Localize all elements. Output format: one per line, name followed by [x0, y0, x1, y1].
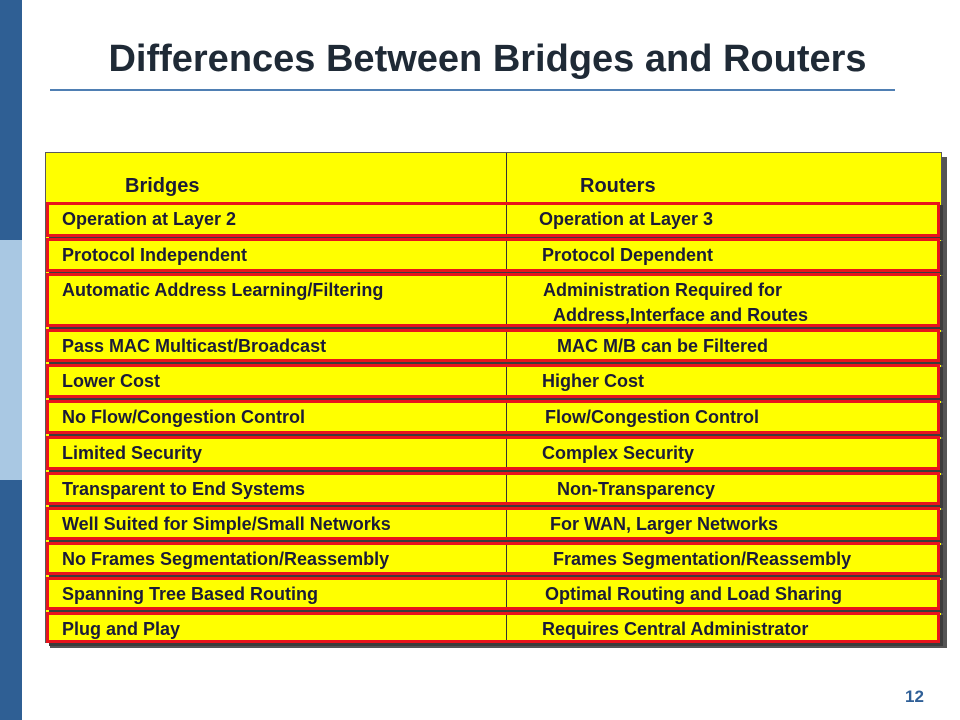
bridges-cell: No Frames Segmentation/Reassembly — [62, 549, 390, 569]
title-underline — [50, 89, 895, 91]
table-row — [46, 273, 940, 327]
routers-cell: Administration Required for — [543, 280, 783, 300]
bridges-cell: Automatic Address Learning/Filtering — [62, 280, 384, 300]
side-accent-bar — [0, 0, 22, 720]
table-row — [46, 507, 940, 540]
bridges-cell: Well Suited for Simple/Small Networks — [62, 514, 391, 534]
bridges-cell: Lower Cost — [62, 371, 161, 391]
table-row — [46, 400, 940, 434]
slide-title: Differences Between Bridges and Routers — [108, 38, 867, 80]
bridges-cell: Limited Security — [62, 443, 203, 463]
table-row — [46, 329, 940, 362]
table-row — [46, 612, 940, 643]
routers-cell-continuation: Address,Interface and Routes — [553, 305, 809, 325]
table-row — [46, 436, 940, 470]
routers-cell: MAC M/B can be Filtered — [557, 336, 769, 356]
bridges-cell: Pass MAC Multicast/Broadcast — [62, 336, 327, 356]
table-row — [46, 364, 940, 398]
routers-header: Routers — [580, 175, 656, 197]
bridges-cell: Spanning Tree Based Routing — [62, 584, 319, 604]
bridges-cell: Transparent to End Systems — [62, 479, 306, 499]
table-row — [46, 577, 940, 610]
routers-cell: For WAN, Larger Networks — [550, 514, 779, 534]
table-row — [46, 202, 940, 237]
routers-cell: Frames Segmentation/Reassembly — [553, 549, 852, 569]
routers-cell: Requires Central Administrator — [542, 619, 809, 639]
table-row — [46, 238, 940, 272]
bridges-header: Bridges — [125, 175, 200, 197]
routers-cell: Flow/Congestion Control — [545, 407, 759, 427]
routers-cell: Protocol Dependent — [542, 245, 714, 265]
table-row — [46, 472, 940, 505]
comparison-table — [45, 152, 942, 643]
routers-cell: Operation at Layer 3 — [539, 209, 714, 229]
routers-cell: Higher Cost — [542, 371, 645, 391]
side-accent-segment-middle — [0, 240, 22, 480]
bridges-cell: Plug and Play — [62, 619, 181, 639]
routers-cell: Non-Transparency — [557, 479, 716, 499]
side-accent-segment-bottom — [0, 480, 22, 720]
table-row — [46, 542, 940, 575]
page-number: 12 — [905, 687, 924, 706]
routers-cell: Complex Security — [542, 443, 695, 463]
routers-cell: Optimal Routing and Load Sharing — [545, 584, 842, 604]
bridges-cell: Protocol Independent — [62, 245, 248, 265]
bridges-cell: Operation at Layer 2 — [62, 209, 237, 229]
bridges-cell: No Flow/Congestion Control — [62, 407, 305, 427]
side-accent-segment-top — [0, 0, 22, 240]
